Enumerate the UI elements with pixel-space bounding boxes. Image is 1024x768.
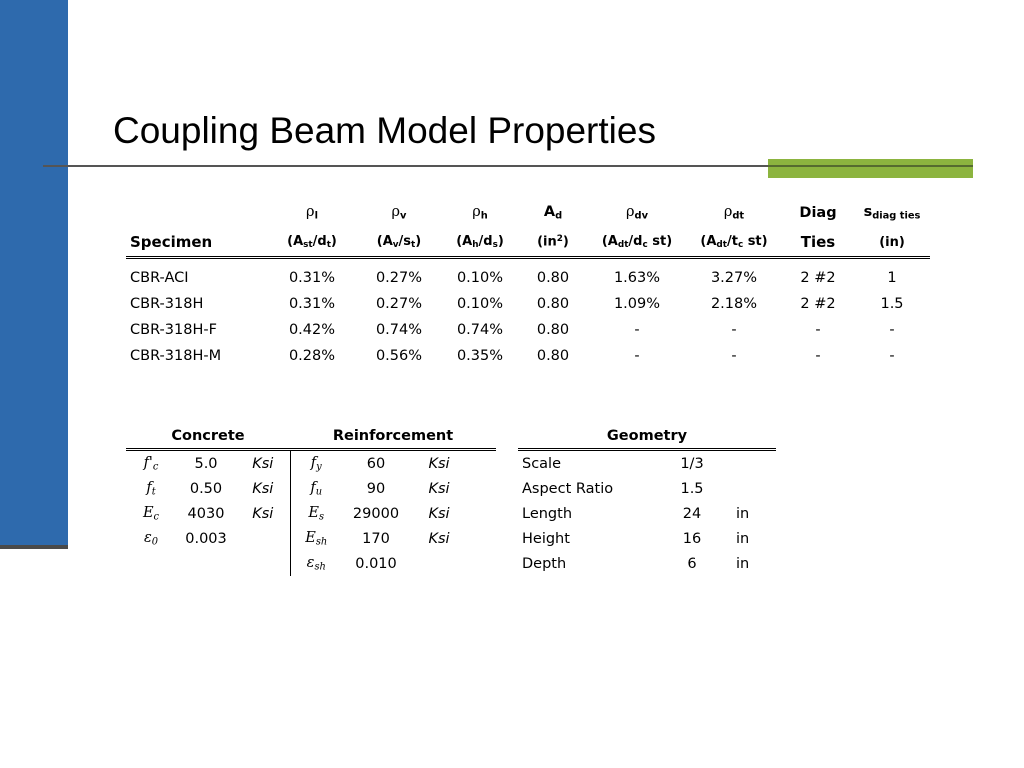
cell-a-d: 0.80 (536, 270, 570, 286)
table-row (126, 343, 930, 369)
cell-rho-dt: 2.18% (710, 296, 758, 312)
geometry-label: Depth (522, 555, 567, 572)
geometry-unit (722, 450, 776, 477)
concrete-value: 0.003 (185, 530, 227, 547)
cell-rho-v: 0.56% (375, 348, 423, 364)
table-row (126, 476, 496, 501)
header-blank (126, 198, 268, 228)
table-row (518, 551, 776, 576)
geometry-header-row (518, 424, 776, 450)
cell-rho-h: 0.10% (456, 296, 504, 312)
cell-specimen: CBR-ACI (130, 270, 189, 286)
reinforcement-unit: Ksi (428, 505, 450, 522)
cell-specimen: CBR-318H (130, 296, 204, 312)
geometry-unit: in (736, 555, 750, 572)
table-row (126, 551, 496, 576)
cell-rho-h: 0.10% (456, 270, 504, 286)
sidebar-band (0, 0, 68, 545)
header-s-diag: $s_{diag ties}$ (863, 204, 921, 222)
header-ast-dt: $(A_{st}/d_t)$ (268, 228, 356, 258)
cell-diag-ties: - (815, 322, 821, 338)
materials-header-row (126, 424, 496, 450)
table-row (518, 476, 776, 501)
cell-a-d: 0.80 (536, 348, 570, 364)
accent-bar (768, 159, 973, 178)
geometry-unit: in (736, 530, 750, 547)
cell-rho-v: 0.74% (375, 322, 423, 338)
properties-table (126, 198, 930, 369)
reinforcement-value: 90 (366, 480, 386, 497)
concrete-unit: Ksi (236, 476, 290, 501)
geometry-value: 1/3 (680, 455, 704, 472)
header-rho-v: $\rho_v$ (391, 204, 407, 222)
sidebar-edge (0, 545, 68, 549)
geometry-header: Geometry (518, 424, 776, 450)
header-ah-ds: $(A_h/d_s)$ (442, 228, 518, 258)
geometry-label: Height (522, 530, 570, 547)
reinforcement-header: Reinforcement (290, 424, 496, 450)
cell-rho-v: 0.27% (375, 296, 423, 312)
reinforcement-value: 60 (366, 455, 386, 472)
reinforcement-unit: Ksi (428, 530, 450, 547)
materials-table (126, 424, 496, 576)
cell-diag-ties: 2 #2 (800, 270, 836, 286)
cell-diag-ties: - (815, 348, 821, 364)
cell-rho-h: 0.74% (456, 322, 504, 338)
concrete-unit (236, 551, 290, 576)
cell-specimen: CBR-318H-M (130, 348, 222, 364)
table-row (518, 526, 776, 551)
geometry-value: 1.5 (680, 480, 704, 497)
concrete-value (176, 551, 236, 576)
reinforcement-unit (410, 551, 468, 576)
header-a-d: $A_d$ (543, 204, 563, 222)
header-ties: Ties (782, 228, 854, 258)
cell-a-d: 0.80 (536, 322, 570, 338)
header-row-definitions (126, 228, 930, 258)
geometry-unit (722, 476, 776, 501)
geometry-value: 16 (682, 530, 702, 547)
cell-rho-dv: - (634, 322, 640, 338)
concrete-value: 4030 (187, 505, 225, 522)
concrete-unit: Ksi (236, 450, 290, 477)
concrete-unit (236, 526, 290, 551)
geometry-value: 6 (687, 555, 697, 572)
reinforcement-value: 170 (362, 530, 390, 547)
reinforcement-value: 0.010 (355, 555, 397, 572)
symbol-fy: $f_y$ (310, 454, 322, 473)
cell-s-diag: - (889, 322, 895, 338)
symbol-epsilon-sh: $\varepsilon_{sh}$ (306, 554, 326, 573)
cell-rho-dt: - (731, 348, 737, 364)
header-rho-l: $\rho_l$ (306, 204, 318, 222)
symbol-fu: $f_u$ (310, 479, 323, 498)
geometry-unit: in (736, 505, 750, 522)
concrete-value: 0.50 (189, 480, 223, 497)
cell-rho-dv: - (634, 348, 640, 364)
table-row (126, 258, 930, 292)
symbol-fc-prime: $f'_c$ (143, 454, 159, 473)
header-av-st: $(A_v/s_t)$ (356, 228, 442, 258)
header-rho-h: $\rho_h$ (472, 204, 488, 222)
cell-rho-dv: 1.09% (613, 296, 661, 312)
geometry-table (518, 424, 776, 576)
table-row (126, 501, 496, 526)
cell-rho-l: 0.31% (288, 270, 336, 286)
geometry-label: Length (522, 505, 573, 522)
slide-title: Coupling Beam Model Properties (113, 110, 656, 151)
header-row-symbols (126, 198, 930, 228)
cell-rho-dv: 1.63% (613, 270, 661, 286)
cell-rho-dt: 3.27% (710, 270, 758, 286)
reinforcement-value: 29000 (352, 505, 400, 522)
accent-line (768, 165, 973, 167)
cell-s-diag: 1.5 (880, 296, 904, 312)
symbol-ec: $E_c$ (142, 504, 160, 523)
symbol-ft: $f_t$ (146, 479, 156, 498)
header-rho-dt: $\rho_{dt}$ (723, 204, 745, 222)
geometry-label: Scale (522, 455, 562, 472)
header-diag: Diag (799, 205, 837, 221)
table-row (126, 450, 496, 477)
table-row (518, 450, 776, 477)
cell-rho-l: 0.28% (288, 348, 336, 364)
cell-rho-v: 0.27% (375, 270, 423, 286)
header-in: (in) (854, 228, 930, 258)
geometry-value: 24 (682, 505, 702, 522)
cell-s-diag: 1 (887, 270, 897, 286)
header-adt-tc: ($A_{dt}/t_c$ st) (686, 228, 782, 258)
symbol-esh: $E_{sh}$ (305, 529, 328, 548)
concrete-unit: Ksi (236, 501, 290, 526)
cell-specimen: CBR-318H-F (130, 322, 217, 338)
cell-rho-l: 0.31% (288, 296, 336, 312)
table-row (126, 526, 496, 551)
symbol-epsilon-0: $\varepsilon_0$ (143, 529, 159, 548)
table-row (518, 501, 776, 526)
cell-rho-l: 0.42% (288, 322, 336, 338)
table-row (126, 317, 930, 343)
symbol-es: $E_s$ (308, 504, 325, 523)
header-adt-dc: ($A_{dt}/d_c$ st) (588, 228, 686, 258)
concrete-value: 5.0 (194, 455, 218, 472)
cell-a-d: 0.80 (536, 296, 570, 312)
header-specimen: Specimen (126, 228, 268, 258)
cell-rho-dt: - (731, 322, 737, 338)
header-rho-dv: $\rho_{dv}$ (626, 204, 648, 222)
cell-s-diag: - (889, 348, 895, 364)
table-row (126, 291, 930, 317)
reinforcement-unit: Ksi (428, 480, 450, 497)
geometry-label: Aspect Ratio (522, 480, 614, 497)
concrete-header: Concrete (126, 424, 290, 450)
reinforcement-unit: Ksi (428, 455, 450, 472)
cell-rho-h: 0.35% (456, 348, 504, 364)
cell-diag-ties: 2 #2 (800, 296, 836, 312)
header-in2: $(in^2)$ (518, 228, 588, 258)
